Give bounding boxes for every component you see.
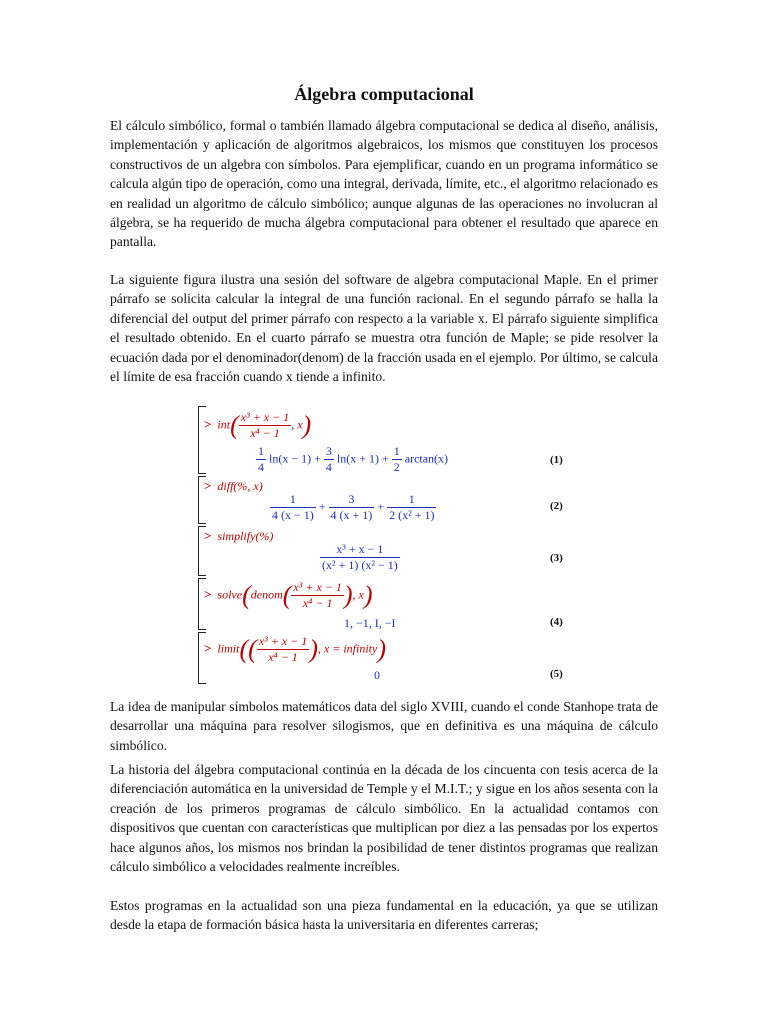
maple-input-4: > solve(denom( $\frac{\text{x³ + x − 1}}{\text{x⁴ − 1}}$ ), x) xyxy=(204,580,373,610)
page-title: Álgebra computacional xyxy=(294,84,474,104)
equation-label-5: (5) xyxy=(550,668,563,680)
paragraph-history-xviii: La idea de manipular símbolos matemáticos data del siglo XVIII, cuando el conde Stanhope trata de desarrollar una máquina para resolver silogismos, que en definitiva es una máquina de cálculo simbólico. xyxy=(110,699,658,753)
equation-label-3: (3) xyxy=(550,552,563,564)
maple-input-5: > limit(( $\frac{\text{x³ + x − 1}}{\text{x⁴ − 1}}$ ), x = infinity) xyxy=(204,634,386,664)
equation-label-1: (1) xyxy=(550,454,563,466)
maple-output-5: 0 xyxy=(374,668,380,682)
maple-output-3: $\frac{\text{x³ + x − 1}}{\text{(x² + 1) (x² − 1)}}$ xyxy=(322,542,398,572)
maple-output-4: 1, −1, I, −I xyxy=(344,616,396,630)
paragraph-intro: El cálculo simbólico, formal o también llamado álgebra computacional se dedica al diseño, análisis, implementación y aplicación de algoritmos algebraicos, los mismos que constituyen los procesos constructivos de un algebra con símbolos. Para ejemplificar, cuando en un programa informático se calcula algún tipo de operación, como una integral, derivada, límite, etc., el algoritmo relacionado es en realidad un algoritmo de cálculo simbólico; aunque algunas de las operaciones no involucran al álgebra, se ha requerido de mucha álgebra computacional para obtener el resultado que aparece en pantalla. xyxy=(110,118,658,250)
maple-input-3: > simplify(%) xyxy=(204,528,274,543)
maple-output-2: $\frac{1}{4 (x - 1)}$ + $\frac{3}{4 (x + 1)}$ + $\frac{1}{\text{2 (x² + 1)}}$ xyxy=(272,492,435,522)
equation-label-2: (2) xyxy=(550,500,563,512)
maple-input-1: > int( $\frac{\text{x³ + x − 1}}{\text{x⁴ − 1}}$ , x) xyxy=(204,410,312,440)
paragraph-history-modern: La historia del álgebra computacional continúa en la década de los cincuenta con tesis acerca de la diferenciación automática en la universidad de Temple y el M.I.T.; y sigue en los años sesenta con la creación de los primeros programas de cálculo simbólico. En la actualidad contamos con dispositivos que cuentan con características que multiplican por diez a las pensadas por los expertos hace algunos años, los mismos nos brindan la posibilidad de tener distintos programas que realizan cálculo simbólico a velocidades realmente increíbles. xyxy=(110,762,658,875)
maple-output-1: $\frac{1}{4}$ ln(x − 1) + $\frac{3}{4}$ ln(x + 1) + $\frac{1}{2}$ arctan(x) xyxy=(258,444,449,474)
paragraph-education: Estos programas en la actualidad son una pieza fundamental en la educación, ya que se utilizan desde la etapa de formación básica hasta la universitaria en diferentes carreras; xyxy=(110,898,658,933)
equation-label-4: (4) xyxy=(550,616,563,628)
maple-input-2: > diff(%, x) xyxy=(204,478,263,493)
maple-worksheet-figure xyxy=(198,404,578,686)
paragraph-maple-session: La siguiente figura ilustra una sesión del software de algebra computacional Maple. En el primer párrafo se solicita calcular la integral de una función racional. En el segundo párrafo se halla la diferencial del output del primer párrafo con respecto a la variable x. El párrafo siguiente simplifica el resultado obtenido. En el cuarto párrafo se muestra otra función de Maple; se pide resolver la ecuación dada por el denominador(denom) de la fracción usada en el ejemplo. Por último, se calcula el límite de esa fracción cuando x tiende a infinito. xyxy=(110,272,658,385)
